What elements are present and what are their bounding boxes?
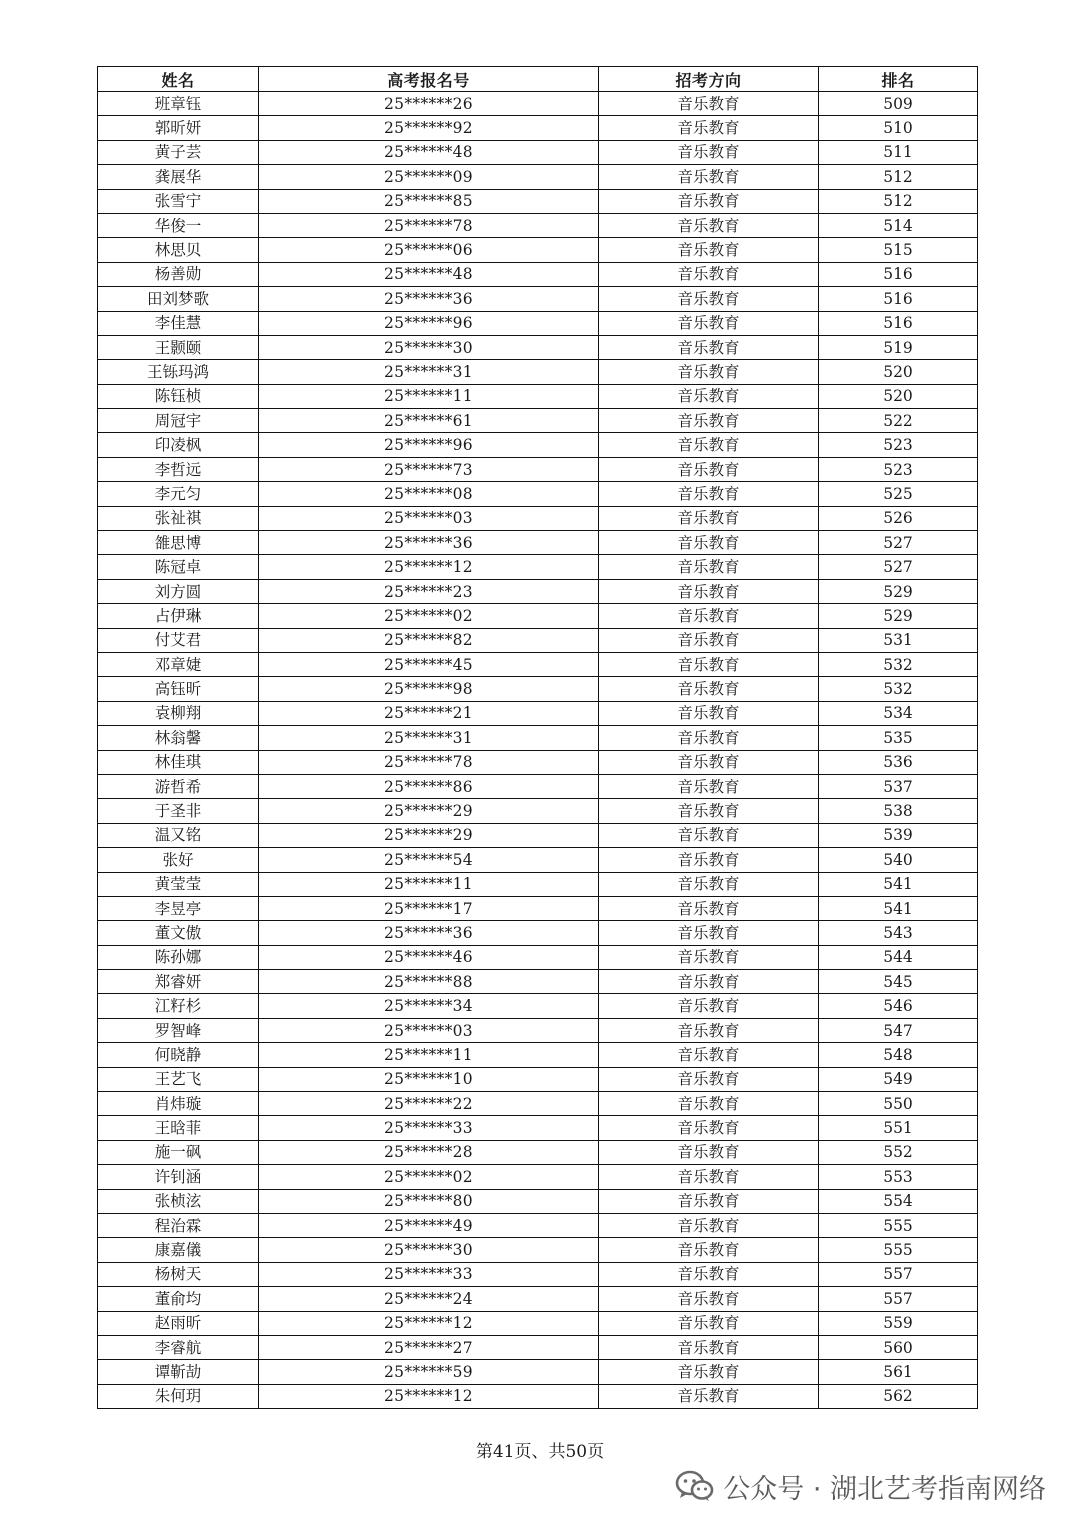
registration-number-cell: 25******54 bbox=[259, 848, 599, 872]
name-cell: 袁柳翔 bbox=[98, 701, 259, 725]
registration-number-cell: 25******31 bbox=[259, 726, 599, 750]
table-row bbox=[98, 726, 978, 750]
name-cell: 李睿航 bbox=[98, 1335, 259, 1359]
name-cell: 陈钰桢 bbox=[98, 384, 259, 408]
direction-cell: 音乐教育 bbox=[599, 994, 819, 1018]
direction-cell: 音乐教育 bbox=[599, 1092, 819, 1116]
registration-number-cell: 25******85 bbox=[259, 189, 599, 213]
name-cell: 班章钰 bbox=[98, 92, 259, 116]
direction-cell: 音乐教育 bbox=[599, 1018, 819, 1042]
direction-cell: 音乐教育 bbox=[599, 1384, 819, 1408]
registration-number-cell: 25******12 bbox=[259, 1311, 599, 1335]
direction-cell: 音乐教育 bbox=[599, 1165, 819, 1189]
direction-cell: 音乐教育 bbox=[599, 482, 819, 506]
table-row bbox=[98, 213, 978, 237]
registration-number-cell: 25******78 bbox=[259, 213, 599, 237]
table-row bbox=[98, 1262, 978, 1286]
name-cell: 李佳慧 bbox=[98, 311, 259, 335]
registration-number-cell: 25******96 bbox=[259, 311, 599, 335]
name-cell: 谭靳劼 bbox=[98, 1360, 259, 1384]
rank-cell: 554 bbox=[819, 1189, 978, 1213]
rank-cell: 532 bbox=[819, 677, 978, 701]
direction-cell: 音乐教育 bbox=[599, 604, 819, 628]
name-cell: 黄子芸 bbox=[98, 140, 259, 164]
table-row bbox=[98, 750, 978, 774]
header-registration-number: 高考报名号 bbox=[259, 67, 599, 92]
direction-cell: 音乐教育 bbox=[599, 896, 819, 920]
name-cell: 董文傲 bbox=[98, 921, 259, 945]
table-row bbox=[98, 1165, 978, 1189]
table-row bbox=[98, 896, 978, 920]
table-row bbox=[98, 1067, 978, 1091]
name-cell: 董俞均 bbox=[98, 1287, 259, 1311]
registration-number-cell: 25******29 bbox=[259, 823, 599, 847]
table-row bbox=[98, 604, 978, 628]
registration-number-cell: 25******48 bbox=[259, 140, 599, 164]
table-row bbox=[98, 1360, 978, 1384]
table-header-row bbox=[98, 67, 978, 92]
registration-number-cell: 25******49 bbox=[259, 1213, 599, 1237]
table-row bbox=[98, 287, 978, 311]
registration-number-cell: 25******82 bbox=[259, 628, 599, 652]
rank-cell: 544 bbox=[819, 945, 978, 969]
direction-cell: 音乐教育 bbox=[599, 262, 819, 286]
registration-number-cell: 25******46 bbox=[259, 945, 599, 969]
direction-cell: 音乐教育 bbox=[599, 1335, 819, 1359]
name-cell: 温又铭 bbox=[98, 823, 259, 847]
name-cell: 罗智峰 bbox=[98, 1018, 259, 1042]
direction-cell: 音乐教育 bbox=[599, 213, 819, 237]
registration-number-cell: 25******88 bbox=[259, 970, 599, 994]
registration-number-cell: 25******22 bbox=[259, 1092, 599, 1116]
table-row bbox=[98, 433, 978, 457]
direction-cell: 音乐教育 bbox=[599, 287, 819, 311]
table-row bbox=[98, 677, 978, 701]
table-row bbox=[98, 872, 978, 896]
registration-number-cell: 25******36 bbox=[259, 921, 599, 945]
registration-number-cell: 25******11 bbox=[259, 872, 599, 896]
table-row bbox=[98, 360, 978, 384]
rank-cell: 511 bbox=[819, 140, 978, 164]
rank-cell: 555 bbox=[819, 1238, 978, 1262]
registration-number-cell: 25******28 bbox=[259, 1140, 599, 1164]
watermark-text: 公众号 · 湖北艺考指南网络 bbox=[723, 1473, 1046, 1505]
direction-cell: 音乐教育 bbox=[599, 555, 819, 579]
rank-cell: 529 bbox=[819, 604, 978, 628]
direction-cell: 音乐教育 bbox=[599, 579, 819, 603]
name-cell: 李元匀 bbox=[98, 482, 259, 506]
rank-cell: 552 bbox=[819, 1140, 978, 1164]
direction-cell: 音乐教育 bbox=[599, 628, 819, 652]
registration-number-cell: 25******02 bbox=[259, 1165, 599, 1189]
header-direction: 招考方向 bbox=[599, 67, 819, 92]
rank-cell: 534 bbox=[819, 701, 978, 725]
table-row bbox=[98, 1043, 978, 1067]
table-row bbox=[98, 652, 978, 676]
table-row bbox=[98, 140, 978, 164]
name-cell: 游哲希 bbox=[98, 774, 259, 798]
rank-cell: 520 bbox=[819, 384, 978, 408]
registration-number-cell: 25******36 bbox=[259, 531, 599, 555]
name-cell: 占伊琳 bbox=[98, 604, 259, 628]
name-cell: 周冠宇 bbox=[98, 409, 259, 433]
direction-cell: 音乐教育 bbox=[599, 1311, 819, 1335]
rank-cell: 536 bbox=[819, 750, 978, 774]
name-cell: 高钰昕 bbox=[98, 677, 259, 701]
ranking-table bbox=[97, 66, 978, 1409]
registration-number-cell: 25******11 bbox=[259, 1043, 599, 1067]
registration-number-cell: 25******96 bbox=[259, 433, 599, 457]
rank-cell: 516 bbox=[819, 262, 978, 286]
registration-number-cell: 25******21 bbox=[259, 701, 599, 725]
table-row bbox=[98, 1311, 978, 1335]
table-row bbox=[98, 823, 978, 847]
rank-cell: 531 bbox=[819, 628, 978, 652]
rank-cell: 509 bbox=[819, 92, 978, 116]
registration-number-cell: 25******59 bbox=[259, 1360, 599, 1384]
rank-cell: 515 bbox=[819, 238, 978, 262]
registration-number-cell: 25******86 bbox=[259, 774, 599, 798]
registration-number-cell: 25******02 bbox=[259, 604, 599, 628]
registration-number-cell: 25******33 bbox=[259, 1262, 599, 1286]
name-cell: 肖炜璇 bbox=[98, 1092, 259, 1116]
rank-cell: 547 bbox=[819, 1018, 978, 1042]
table-row bbox=[98, 384, 978, 408]
wechat-icon bbox=[675, 1469, 715, 1503]
direction-cell: 音乐教育 bbox=[599, 433, 819, 457]
rank-cell: 541 bbox=[819, 872, 978, 896]
direction-cell: 音乐教育 bbox=[599, 409, 819, 433]
direction-cell: 音乐教育 bbox=[599, 140, 819, 164]
rank-cell: 550 bbox=[819, 1092, 978, 1116]
direction-cell: 音乐教育 bbox=[599, 848, 819, 872]
name-cell: 王艺飞 bbox=[98, 1067, 259, 1091]
rank-cell: 561 bbox=[819, 1360, 978, 1384]
direction-cell: 音乐教育 bbox=[599, 457, 819, 481]
registration-number-cell: 25******03 bbox=[259, 506, 599, 530]
rank-cell: 535 bbox=[819, 726, 978, 750]
rank-cell: 545 bbox=[819, 970, 978, 994]
table-row bbox=[98, 92, 978, 116]
name-cell: 华俊一 bbox=[98, 213, 259, 237]
name-cell: 朱何玥 bbox=[98, 1384, 259, 1408]
table-row bbox=[98, 1092, 978, 1116]
name-cell: 施一砜 bbox=[98, 1140, 259, 1164]
direction-cell: 音乐教育 bbox=[599, 1360, 819, 1384]
name-cell: 王晗菲 bbox=[98, 1116, 259, 1140]
name-cell: 林佳琪 bbox=[98, 750, 259, 774]
name-cell: 陈孙娜 bbox=[98, 945, 259, 969]
document-sheet bbox=[97, 66, 977, 1409]
name-cell: 龚展华 bbox=[98, 165, 259, 189]
name-cell: 刘方圆 bbox=[98, 579, 259, 603]
rank-cell: 510 bbox=[819, 116, 978, 140]
page-number: 第41页、共50页 bbox=[475, 1442, 605, 1462]
rank-cell: 537 bbox=[819, 774, 978, 798]
direction-cell: 音乐教育 bbox=[599, 1067, 819, 1091]
registration-number-cell: 25******98 bbox=[259, 677, 599, 701]
rank-cell: 522 bbox=[819, 409, 978, 433]
direction-cell: 音乐教育 bbox=[599, 1213, 819, 1237]
table-row bbox=[98, 799, 978, 823]
table-row bbox=[98, 774, 978, 798]
rank-cell: 548 bbox=[819, 1043, 978, 1067]
rank-cell: 512 bbox=[819, 165, 978, 189]
rank-cell: 532 bbox=[819, 652, 978, 676]
direction-cell: 音乐教育 bbox=[599, 92, 819, 116]
registration-number-cell: 25******12 bbox=[259, 1384, 599, 1408]
table-row bbox=[98, 189, 978, 213]
rank-cell: 546 bbox=[819, 994, 978, 1018]
rank-cell: 527 bbox=[819, 555, 978, 579]
table-row bbox=[98, 1238, 978, 1262]
direction-cell: 音乐教育 bbox=[599, 677, 819, 701]
registration-number-cell: 25******24 bbox=[259, 1287, 599, 1311]
rank-cell: 551 bbox=[819, 1116, 978, 1140]
registration-number-cell: 25******26 bbox=[259, 92, 599, 116]
direction-cell: 音乐教育 bbox=[599, 1043, 819, 1067]
registration-number-cell: 25******06 bbox=[259, 238, 599, 262]
table-row bbox=[98, 945, 978, 969]
registration-number-cell: 25******11 bbox=[259, 384, 599, 408]
registration-number-cell: 25******45 bbox=[259, 652, 599, 676]
direction-cell: 音乐教育 bbox=[599, 823, 819, 847]
name-cell: 林思贝 bbox=[98, 238, 259, 262]
registration-number-cell: 25******78 bbox=[259, 750, 599, 774]
direction-cell: 音乐教育 bbox=[599, 1287, 819, 1311]
registration-number-cell: 25******48 bbox=[259, 262, 599, 286]
name-cell: 杨善勋 bbox=[98, 262, 259, 286]
table-row bbox=[98, 921, 978, 945]
rank-cell: 523 bbox=[819, 433, 978, 457]
table-row bbox=[98, 1287, 978, 1311]
rank-cell: 539 bbox=[819, 823, 978, 847]
rank-cell: 512 bbox=[819, 189, 978, 213]
table-row bbox=[98, 116, 978, 140]
table-row bbox=[98, 1140, 978, 1164]
rank-cell: 516 bbox=[819, 311, 978, 335]
registration-number-cell: 25******30 bbox=[259, 1238, 599, 1262]
rank-cell: 557 bbox=[819, 1262, 978, 1286]
registration-number-cell: 25******03 bbox=[259, 1018, 599, 1042]
rank-cell: 526 bbox=[819, 506, 978, 530]
registration-number-cell: 25******23 bbox=[259, 579, 599, 603]
direction-cell: 音乐教育 bbox=[599, 1262, 819, 1286]
registration-number-cell: 25******30 bbox=[259, 335, 599, 359]
direction-cell: 音乐教育 bbox=[599, 652, 819, 676]
table-row bbox=[98, 335, 978, 359]
registration-number-cell: 25******36 bbox=[259, 287, 599, 311]
registration-number-cell: 25******34 bbox=[259, 994, 599, 1018]
rank-cell: 540 bbox=[819, 848, 978, 872]
name-cell: 李哲远 bbox=[98, 457, 259, 481]
name-cell: 邓章婕 bbox=[98, 652, 259, 676]
table-row bbox=[98, 409, 978, 433]
direction-cell: 音乐教育 bbox=[599, 238, 819, 262]
direction-cell: 音乐教育 bbox=[599, 360, 819, 384]
registration-number-cell: 25******92 bbox=[259, 116, 599, 140]
direction-cell: 音乐教育 bbox=[599, 1116, 819, 1140]
name-cell: 印凌枫 bbox=[98, 433, 259, 457]
name-cell: 赵雨昕 bbox=[98, 1311, 259, 1335]
rank-cell: 553 bbox=[819, 1165, 978, 1189]
registration-number-cell: 25******61 bbox=[259, 409, 599, 433]
rank-cell: 514 bbox=[819, 213, 978, 237]
rank-cell: 520 bbox=[819, 360, 978, 384]
rank-cell: 562 bbox=[819, 1384, 978, 1408]
direction-cell: 音乐教育 bbox=[599, 1140, 819, 1164]
name-cell: 王铄玛鸿 bbox=[98, 360, 259, 384]
table-row bbox=[98, 1335, 978, 1359]
direction-cell: 音乐教育 bbox=[599, 1238, 819, 1262]
name-cell: 黄莹莹 bbox=[98, 872, 259, 896]
rank-cell: 519 bbox=[819, 335, 978, 359]
table-row bbox=[98, 579, 978, 603]
direction-cell: 音乐教育 bbox=[599, 970, 819, 994]
direction-cell: 音乐教育 bbox=[599, 945, 819, 969]
name-cell: 田刘梦歌 bbox=[98, 287, 259, 311]
table-row bbox=[98, 970, 978, 994]
name-cell: 张雪宁 bbox=[98, 189, 259, 213]
registration-number-cell: 25******17 bbox=[259, 896, 599, 920]
table-row bbox=[98, 1384, 978, 1408]
rank-cell: 543 bbox=[819, 921, 978, 945]
direction-cell: 音乐教育 bbox=[599, 506, 819, 530]
rank-cell: 541 bbox=[819, 896, 978, 920]
table-row bbox=[98, 311, 978, 335]
name-cell: 付艾君 bbox=[98, 628, 259, 652]
table-row bbox=[98, 994, 978, 1018]
name-cell: 雒思博 bbox=[98, 531, 259, 555]
rank-cell: 516 bbox=[819, 287, 978, 311]
header-rank: 排名 bbox=[819, 67, 978, 92]
direction-cell: 音乐教育 bbox=[599, 750, 819, 774]
direction-cell: 音乐教育 bbox=[599, 799, 819, 823]
direction-cell: 音乐教育 bbox=[599, 384, 819, 408]
name-cell: 张桢泫 bbox=[98, 1189, 259, 1213]
rank-cell: 560 bbox=[819, 1335, 978, 1359]
direction-cell: 音乐教育 bbox=[599, 116, 819, 140]
registration-number-cell: 25******27 bbox=[259, 1335, 599, 1359]
direction-cell: 音乐教育 bbox=[599, 872, 819, 896]
direction-cell: 音乐教育 bbox=[599, 165, 819, 189]
registration-number-cell: 25******10 bbox=[259, 1067, 599, 1091]
name-cell: 陈冠卓 bbox=[98, 555, 259, 579]
registration-number-cell: 25******09 bbox=[259, 165, 599, 189]
name-cell: 杨树天 bbox=[98, 1262, 259, 1286]
name-cell: 张祉祺 bbox=[98, 506, 259, 530]
table-row bbox=[98, 457, 978, 481]
name-cell: 何晓静 bbox=[98, 1043, 259, 1067]
table-row bbox=[98, 262, 978, 286]
rank-cell: 527 bbox=[819, 531, 978, 555]
rank-cell: 559 bbox=[819, 1311, 978, 1335]
table-row bbox=[98, 1116, 978, 1140]
name-cell: 康嘉儀 bbox=[98, 1238, 259, 1262]
name-cell: 王颢颐 bbox=[98, 335, 259, 359]
registration-number-cell: 25******80 bbox=[259, 1189, 599, 1213]
direction-cell: 音乐教育 bbox=[599, 774, 819, 798]
table-row bbox=[98, 165, 978, 189]
direction-cell: 音乐教育 bbox=[599, 1189, 819, 1213]
name-cell: 林翁馨 bbox=[98, 726, 259, 750]
rank-cell: 538 bbox=[819, 799, 978, 823]
rank-cell: 529 bbox=[819, 579, 978, 603]
table-row bbox=[98, 1189, 978, 1213]
rank-cell: 549 bbox=[819, 1067, 978, 1091]
name-cell: 郭昕妍 bbox=[98, 116, 259, 140]
registration-number-cell: 25******29 bbox=[259, 799, 599, 823]
table-row bbox=[98, 238, 978, 262]
direction-cell: 音乐教育 bbox=[599, 335, 819, 359]
header-name: 姓名 bbox=[98, 67, 259, 92]
name-cell: 江籽杉 bbox=[98, 994, 259, 1018]
direction-cell: 音乐教育 bbox=[599, 189, 819, 213]
table-row bbox=[98, 506, 978, 530]
table-row bbox=[98, 628, 978, 652]
table-row bbox=[98, 482, 978, 506]
table-row bbox=[98, 848, 978, 872]
direction-cell: 音乐教育 bbox=[599, 726, 819, 750]
table-body bbox=[98, 92, 978, 1409]
direction-cell: 音乐教育 bbox=[599, 531, 819, 555]
direction-cell: 音乐教育 bbox=[599, 311, 819, 335]
name-cell: 许钊涵 bbox=[98, 1165, 259, 1189]
name-cell: 李昱亭 bbox=[98, 896, 259, 920]
rank-cell: 523 bbox=[819, 457, 978, 481]
table-row bbox=[98, 1018, 978, 1042]
name-cell: 张好 bbox=[98, 848, 259, 872]
table-row bbox=[98, 531, 978, 555]
direction-cell: 音乐教育 bbox=[599, 701, 819, 725]
rank-cell: 525 bbox=[819, 482, 978, 506]
registration-number-cell: 25******33 bbox=[259, 1116, 599, 1140]
name-cell: 郑睿妍 bbox=[98, 970, 259, 994]
watermark bbox=[675, 1464, 1046, 1508]
table-row bbox=[98, 701, 978, 725]
registration-number-cell: 25******12 bbox=[259, 555, 599, 579]
table-row bbox=[98, 555, 978, 579]
name-cell: 程治霖 bbox=[98, 1213, 259, 1237]
rank-cell: 557 bbox=[819, 1287, 978, 1311]
registration-number-cell: 25******31 bbox=[259, 360, 599, 384]
name-cell: 于圣非 bbox=[98, 799, 259, 823]
rank-cell: 555 bbox=[819, 1213, 978, 1237]
table-row bbox=[98, 1213, 978, 1237]
direction-cell: 音乐教育 bbox=[599, 921, 819, 945]
registration-number-cell: 25******08 bbox=[259, 482, 599, 506]
registration-number-cell: 25******73 bbox=[259, 457, 599, 481]
